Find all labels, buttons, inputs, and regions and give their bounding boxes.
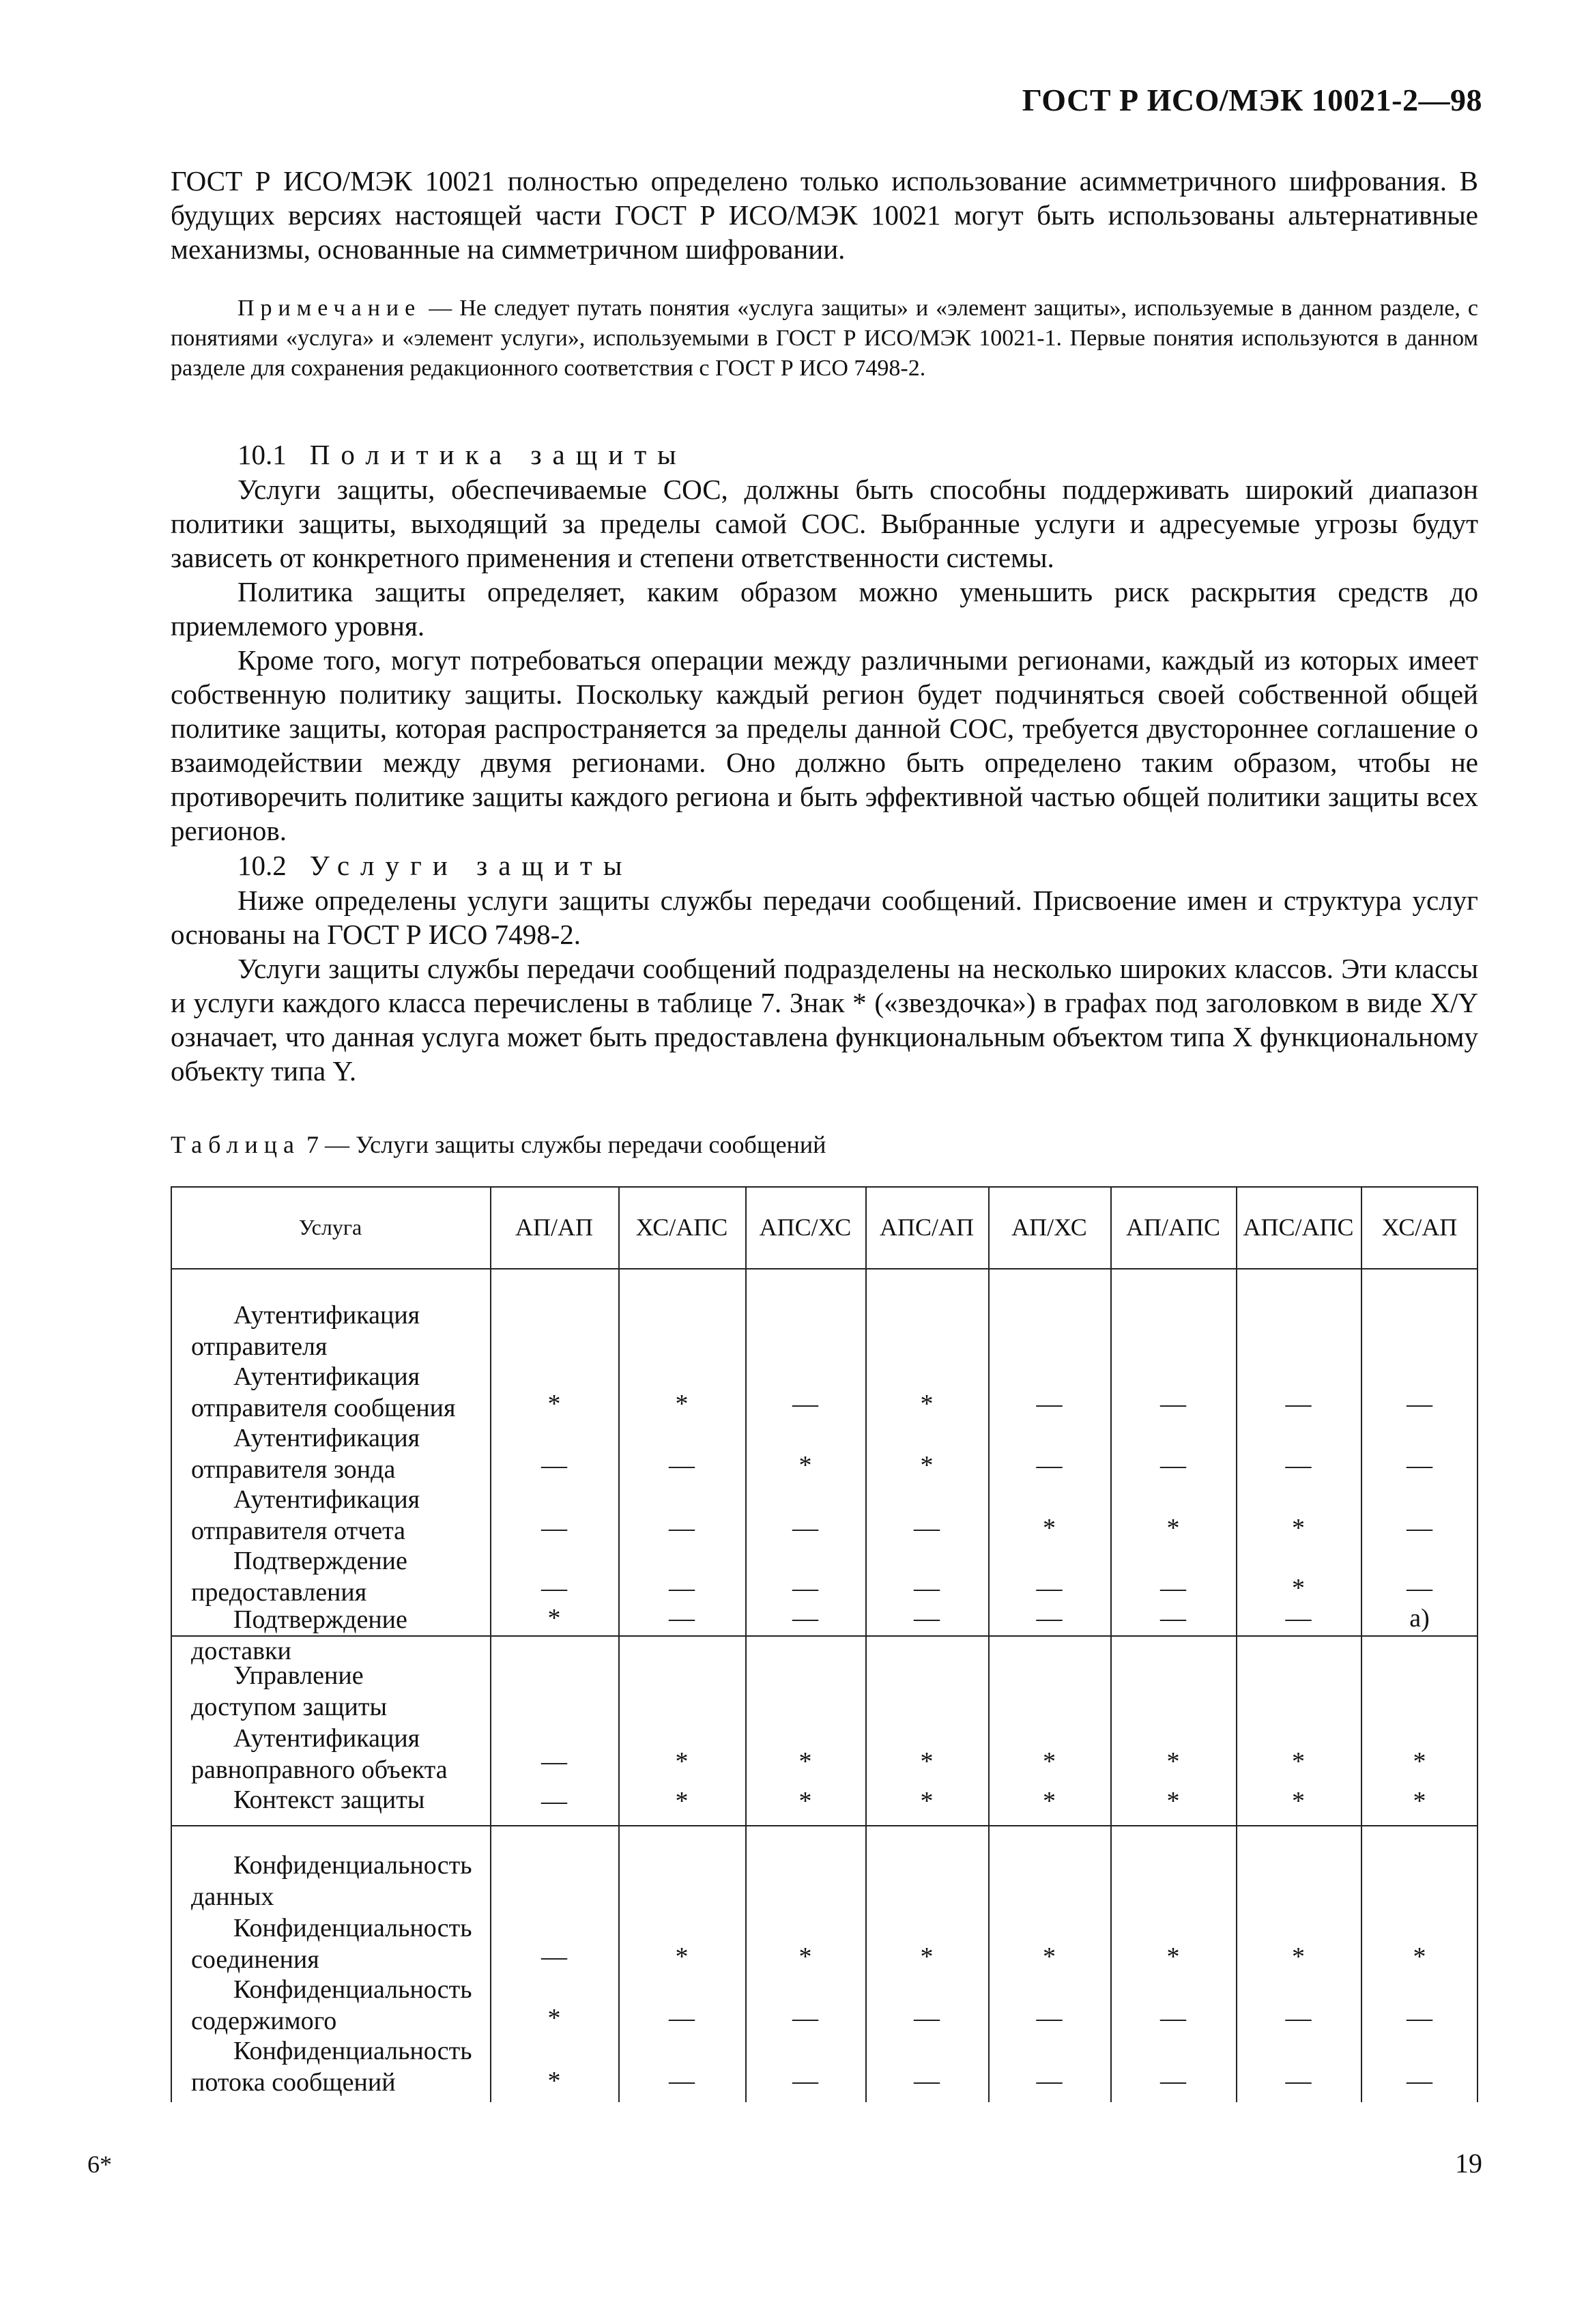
service-cell <box>191 1723 471 1785</box>
table-cell-mark: — <box>1160 2004 1186 2033</box>
table-rule <box>171 1825 1478 1826</box>
table-cell-mark: * <box>1292 1574 1305 1603</box>
section-10-1-heading <box>171 437 1478 472</box>
table-cell-mark: * <box>547 2004 561 2033</box>
intro-paragraph: ГОСТ Р ИСО/МЭК 10021 полностью определено только использование асимметричного шифрования. В будущих версиях настоящей части ГОСТ Р ИСО/МЭК 10021 могут быть использованы альтернативные механизмы, основанные на симметричном шифровании. <box>171 165 1478 265</box>
table-cell-mark: * <box>547 1390 561 1418</box>
section-paragraph: Услуги защиты службы передачи сообщений подразделены на несколько широких классов. Эти классы и услуги каждого класса перечислены в таблице 7. Знак * («звездочка») в графах под заголовком в виде X/Y означает, что данная услуга может быть предоставлена функциональным объектом типа X функциональному объекту типа Y. <box>171 953 1478 1087</box>
table-cell-mark: — <box>914 1574 940 1603</box>
column-header: АП/АПС <box>1125 1214 1220 1241</box>
table-cell-mark: — <box>541 1787 567 1816</box>
table-cell-mark: * <box>798 1451 812 1480</box>
note-label: Примечание <box>237 296 422 321</box>
column-header-service: Услуга <box>298 1215 362 1239</box>
table-cell-mark: — <box>669 1451 695 1480</box>
note-text: — Не следует путать понятия «услуга защиты» и «элемент защиты», используемые в данном разделе, с понятиями «услуга» и «элемент услуги», используемыми в ГОСТ Р ИСО/МЭК 10021-1. Первые понятия используются в данном разделе для сохранения редакционного соответствия с ГОСТ Р ИСО 7498-2. <box>171 296 1479 381</box>
table-cell-mark: — <box>1036 1604 1063 1633</box>
table-cell-mark: * <box>675 1747 689 1776</box>
table-cell-mark: — <box>1407 1451 1432 1480</box>
section-paragraph: Кроме того, могут потребоваться операции между различными регионами, каждый из которых имеет собственную политику защиты. Поскольку каждый регион будет подчиняться своей собственной общей политике защиты, которая распространяется за пределы данной СОС, требуется двустороннее соглашение о взаимодействии между двумя регионами. Оно должно быть определено таким образом, чтобы не противоречить политике защиты каждого региона и быть эффективной частью общей политики защиты всех регионов. <box>171 644 1478 846</box>
table-cell-mark: — <box>1285 2004 1312 2033</box>
column-header: АПС/ХС <box>759 1214 852 1241</box>
table-caption-text: 7 — Услуги защиты службы передачи сообщений <box>306 1131 826 1158</box>
section-number: 10.1 <box>237 439 287 470</box>
section-title: Политика защиты <box>309 439 687 470</box>
table-cell-mark: — <box>1407 1574 1432 1603</box>
document-code: ГОСТ Р ИСО/МЭК 10021-2—98 <box>1022 83 1482 117</box>
table-cell-mark: — <box>541 1451 567 1480</box>
service-name: Подтверждение доставки <box>191 1605 407 1665</box>
table-cell-mark: — <box>1036 1451 1063 1480</box>
table-cell-mark: — <box>1407 1514 1432 1543</box>
table-cell-mark: * <box>920 1390 934 1418</box>
service-name: Аутентификация равноправного объекта <box>191 1724 448 1784</box>
table-cell-mark: — <box>1036 1390 1063 1418</box>
table-cell-mark: * <box>1043 1747 1056 1776</box>
table-cell-mark: — <box>669 1574 695 1603</box>
section-number: 10.2 <box>237 850 287 881</box>
table-cell-mark: * <box>798 1787 812 1816</box>
table-cell-mark: — <box>1285 1390 1312 1418</box>
section-paragraph: Ниже определены услуги защиты службы передачи сообщений. Присвоение имен и структура услуг основаны на ГОСТ Р ИСО 7498-2. <box>171 885 1478 950</box>
service-cell <box>191 1361 471 1424</box>
table-cell-mark: * <box>1166 1787 1180 1816</box>
service-cell <box>191 1484 471 1547</box>
table-cell-mark: — <box>792 1574 818 1603</box>
section-paragraph: Политика защиты определяет, каким образом можно уменьшить риск раскрытия средств до приемлемого уровня. <box>171 576 1478 642</box>
table-cell-mark: — <box>541 1747 567 1776</box>
service-name: Управление доступом защиты <box>191 1661 388 1721</box>
table-cell-mark: * <box>1292 1787 1305 1816</box>
table-cell-mark: — <box>669 2067 695 2095</box>
table-rule <box>171 1268 1478 1269</box>
table-cell-mark: — <box>792 2004 818 2033</box>
table-cell-mark: — <box>1285 1451 1312 1480</box>
table-cell-mark: — <box>669 2004 695 2033</box>
table-cell-mark: * <box>1413 1787 1426 1816</box>
table-cell-mark: — <box>1407 2067 1432 2095</box>
table-cell-mark: — <box>1285 2067 1312 2095</box>
table-column-rule <box>171 1186 172 2102</box>
table-cell-mark: * <box>1043 1942 1056 1971</box>
service-name: Конфиденциальность данных <box>191 1851 472 1911</box>
section-10-2-heading <box>171 848 1478 883</box>
intro-paragraph-block <box>171 164 1478 266</box>
table-cell-mark: * <box>1292 1514 1305 1543</box>
table-cell-mark: — <box>1407 1390 1432 1418</box>
table-cell-mark: — <box>792 1604 818 1633</box>
table-cell-mark: — <box>1036 1574 1063 1603</box>
column-header: АП/АП <box>515 1214 593 1241</box>
service-cell <box>191 1300 471 1362</box>
column-header: АПС/АП <box>879 1214 974 1241</box>
table-cell-mark: — <box>1036 2067 1063 2095</box>
table-cell-mark: * <box>920 1451 934 1480</box>
security-services-table <box>171 1186 1478 2102</box>
table-cell-mark: — <box>669 1514 695 1543</box>
service-cell <box>191 1422 471 1485</box>
table-cell-mark: — <box>914 2004 940 2033</box>
table-cell-mark: — <box>792 1514 818 1543</box>
table-cell-mark: * <box>1413 1942 1426 1971</box>
service-cell <box>191 2035 471 2098</box>
table-cell-mark: * <box>798 1942 812 1971</box>
section-paragraph: Услуги защиты, обеспечиваемые СОС, должны быть способны поддерживать широкий диапазон политики защиты, выходящий за пределы самой СОС. Выбранные услуги и адресуемые угрозы будут зависеть от конкретного применения и степени ответственности системы. <box>171 474 1478 573</box>
section-10-1 <box>171 437 1478 1088</box>
table-cell-mark: — <box>1160 2067 1186 2095</box>
table-cell-mark: * <box>1292 1747 1305 1776</box>
table-cell-mark: — <box>1160 1574 1186 1603</box>
service-name: Аутентификация отправителя <box>191 1301 420 1361</box>
column-header: ХС/АПС <box>635 1214 728 1241</box>
table-cell-mark: — <box>914 1514 940 1543</box>
table-cell-mark: * <box>1043 1787 1056 1816</box>
service-cell <box>191 1784 471 1816</box>
table-cell-mark: * <box>1166 1747 1180 1776</box>
table-cell-mark: — <box>541 1942 567 1971</box>
table-cell-mark: — <box>1407 2004 1432 2033</box>
service-name: Конфиденциальность содержимого <box>191 1975 472 2035</box>
service-name: Контекст защиты <box>233 1785 425 1814</box>
table-cell-mark: а) <box>1409 1604 1430 1633</box>
table-cell-mark: — <box>792 2067 818 2095</box>
table-cell-mark: * <box>798 1747 812 1776</box>
service-cell <box>191 1604 471 1667</box>
service-cell <box>191 1850 471 1912</box>
table-cell-mark: * <box>675 1787 689 1816</box>
table-cell-mark: — <box>792 1390 818 1418</box>
table-caption <box>171 1130 826 1160</box>
table-cell-mark: — <box>541 1574 567 1603</box>
table-cell-mark: — <box>669 1604 695 1633</box>
table-cell-mark: * <box>1166 1942 1180 1971</box>
table-cell-mark: * <box>1166 1514 1180 1543</box>
column-header: АП/ХС <box>1011 1214 1087 1241</box>
table-cell-mark: * <box>1413 1747 1426 1776</box>
table-cell-mark: — <box>541 1514 567 1543</box>
table-cell-mark: — <box>1160 1390 1186 1418</box>
table-cell-mark: * <box>920 1942 934 1971</box>
column-header: ХС/АП <box>1381 1214 1458 1241</box>
table-caption-label: Таблица <box>171 1131 300 1158</box>
table-cell-mark: — <box>914 2067 940 2095</box>
page-number: 19 <box>1455 2148 1482 2179</box>
table-cell-mark: * <box>675 1942 689 1971</box>
service-name: Конфиденциальность соединения <box>191 1914 472 1974</box>
table-cell-mark: — <box>1160 1451 1186 1480</box>
service-name: Аутентификация отправителя зонда <box>191 1424 420 1484</box>
table-cell-mark: * <box>547 2067 561 2095</box>
section-title: Услуги защиты <box>309 850 633 881</box>
table-cell-mark: * <box>920 1747 934 1776</box>
table-cell-mark: * <box>920 1787 934 1816</box>
service-name: Подтверждение предоставления <box>191 1547 407 1607</box>
table-cell-mark: * <box>1292 1942 1305 1971</box>
table-rule <box>171 1186 1478 1188</box>
service-name: Конфиденциальность потока сообщений <box>191 2037 472 2097</box>
service-cell <box>191 1660 471 1723</box>
note <box>171 293 1478 384</box>
service-name: Аутентификация отправителя отчета <box>191 1485 420 1545</box>
service-name: Аутентификация отправителя сообщения <box>191 1362 456 1422</box>
footer-sheet-mark: 6* <box>87 2151 112 2178</box>
service-cell <box>191 1912 471 1975</box>
table-cell-mark: — <box>1160 1604 1186 1633</box>
table-cell-mark: * <box>1043 1514 1056 1543</box>
table-cell-mark: * <box>547 1604 561 1633</box>
table-cell-mark: — <box>1036 2004 1063 2033</box>
table-cell-mark: — <box>1285 1604 1312 1633</box>
service-cell <box>191 1545 471 1608</box>
table-cell-mark: — <box>914 1604 940 1633</box>
table-cell-mark: * <box>675 1390 689 1418</box>
service-cell <box>191 1974 471 2037</box>
column-header: АПС/АПС <box>1243 1214 1354 1241</box>
